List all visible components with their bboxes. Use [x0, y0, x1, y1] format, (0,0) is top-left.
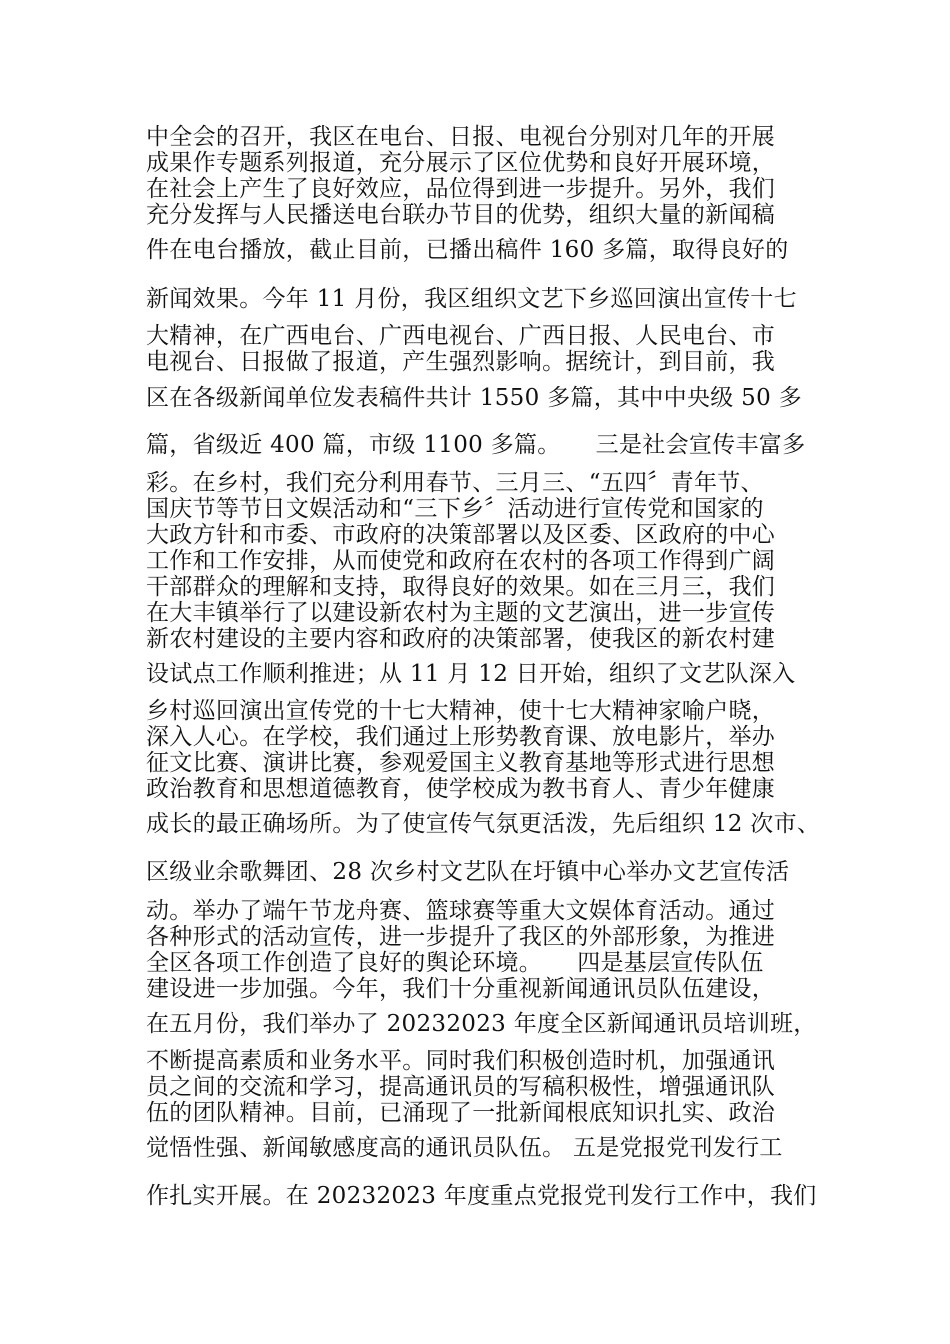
text-line: 成长的最正确场所。为了使宣传气氛更活泼，先后组织 12 次市、 [146, 811, 821, 837]
text-line: 新农村建设的主要内容和政府的决策部署，使我区的新农村建 [146, 626, 776, 652]
text-line: 在五月份，我们举办了 20232023 年度全区新闻通讯员培训班， [146, 1011, 817, 1037]
text-line: 中全会的召开，我区在电台、日报、电视台分别对几年的开展 [146, 124, 776, 150]
text-line: 全区各项工作创造了良好的舆论环境。 四是基层宣传队伍 [146, 950, 764, 976]
text-line: 在大丰镇举行了以建设新农村为主题的文艺演出，进一步宣传 [146, 600, 776, 626]
text-line: 设试点工作顺利推进；从 11 月 12 日开始，组织了文艺队深入 [146, 661, 796, 687]
text-line: 动。举办了端午节龙舟赛、篮球赛等重大文娱体育活动。通过 [146, 898, 776, 924]
text-line: 伍的团队精神。目前，已涌现了一批新闻根底知识扎实、政治 [146, 1100, 776, 1126]
text-line: 成果作专题系列报道，充分展示了区位优势和良好开展环境， [146, 150, 776, 176]
text-line: 深入人心。在学校，我们通过上形势教育课、放电影片，举办 [146, 724, 776, 750]
text-line: 不断提高素质和业务水平。同时我们积极创造时机，加强通讯 [146, 1048, 776, 1074]
text-line: 员之间的交流和学习，提高通讯员的写稿积极性，增强通讯队 [146, 1074, 776, 1100]
text-line: 国庆节等节日文娱活动和“三下乡〞活动进行宣传党和国家的 [146, 496, 764, 522]
text-line: 觉悟性强、新闻敏感度高的通讯员队伍。 五是党报党刊发行工 [146, 1135, 783, 1161]
text-line: 彩。在乡村，我们充分利用春节、三月三、“五四〞青年节、 [146, 470, 764, 496]
text-line: 篇，省级近 400 篇，市级 1100 多篇。 三是社会宣传丰富多 [146, 432, 806, 458]
text-line: 政治教育和思想道德教育，使学校成为教书育人、青少年健康 [146, 776, 776, 802]
text-line: 乡村巡回演出宣传党的十七大精神，使十七大精神家喻户晓， [146, 698, 776, 724]
text-line: 件在电台播放，截止目前，已播出稿件 160 多篇，取得良好的 [146, 237, 789, 263]
text-line: 干部群众的理解和支持，取得良好的效果。如在三月三，我们 [146, 574, 776, 600]
text-line: 建设进一步加强。今年，我们十分重视新闻通讯员队伍建设， [146, 976, 776, 1002]
text-line: 征文比赛、演讲比赛，参观爱国主义教育基地等形式进行思想 [146, 750, 776, 776]
text-line: 充分发挥与人民播送电台联办节目的优势，组织大量的新闻稿 [146, 202, 776, 228]
text-line: 作扎实开展。在 20232023 年度重点党报党刊发行工作中，我们 [146, 1183, 817, 1209]
text-line: 电视台、日报做了报道，产生强烈影响。据统计，到目前，我 [146, 349, 776, 375]
text-line: 在社会上产生了良好效应，品位得到进一步提升。另外，我们 [146, 176, 776, 202]
text-line: 大政方针和市委、市政府的决策部署以及区委、区政府的中心 [146, 522, 776, 548]
text-line: 区级业余歌舞团、28 次乡村文艺队在圩镇中心举办文艺宣传活 [146, 859, 790, 885]
text-line: 新闻效果。今年 11 月份，我区组织文艺下乡巡回演出宣传十七 [146, 286, 797, 312]
text-line: 区在各级新闻单位发表稿件共计 1550 多篇，其中中央级 50 多 [146, 385, 802, 411]
text-line: 大精神，在广西电台、广西电视台、广西日报、人民电台、市 [146, 323, 776, 349]
text-line: 工作和工作安排，从而使党和政府在农村的各项工作得到广阔 [146, 548, 776, 574]
text-line: 各种形式的活动宣传，进一步提升了我区的外部形象，为推进 [146, 924, 776, 950]
